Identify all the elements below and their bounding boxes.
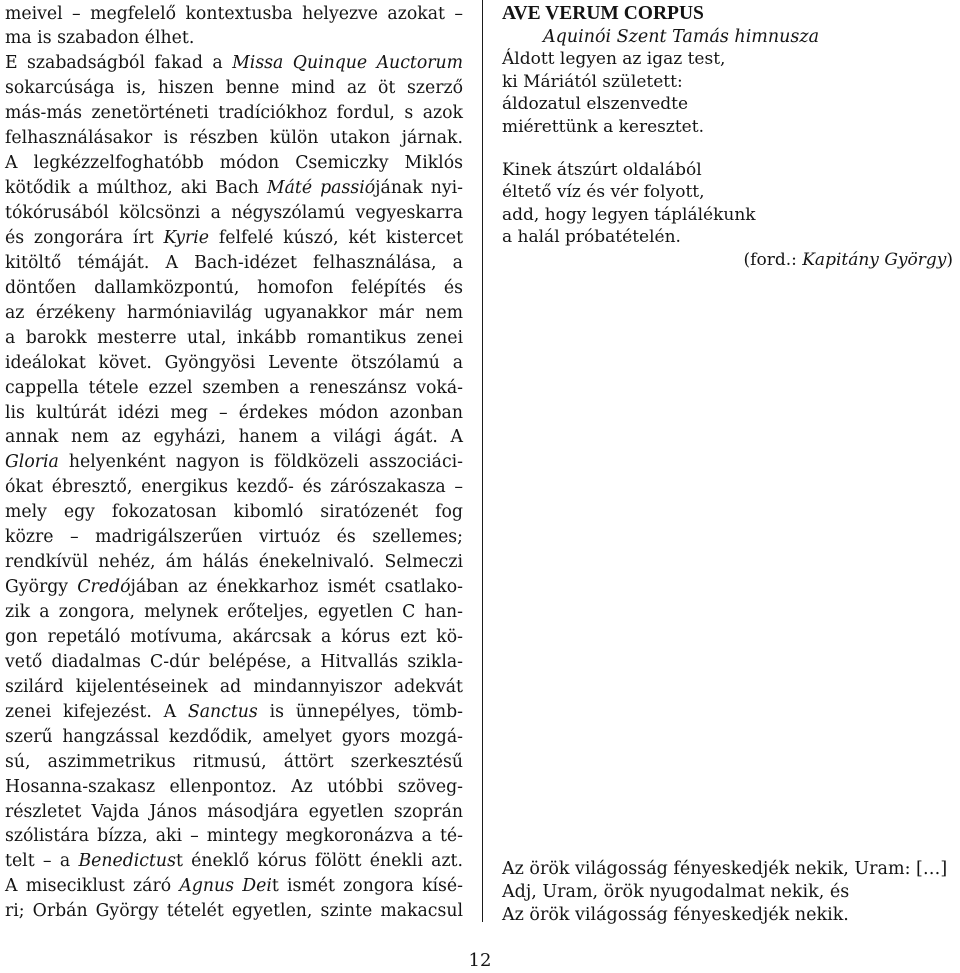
italic-work-title: Credó: [77, 577, 131, 598]
text-run: lis kultúrát idézi meg – érdekes módon azonban: [5, 402, 463, 423]
poem-line: miérettünk a keresztet.: [502, 116, 704, 137]
text-line: [5, 51, 463, 76]
text-line: [5, 775, 463, 800]
text-run: a barokk mesterre utal, inkább romantikus zenei: [5, 327, 463, 348]
text-run: és zongorára írt: [5, 227, 164, 248]
translator-name: Kapitány György: [802, 250, 947, 271]
text-line: [5, 425, 463, 450]
closing-line: Adj, Uram, örök nyugodalmat nekik, és: [502, 881, 850, 902]
page-number: 12: [468, 950, 492, 971]
text-run: rendkívül nehéz, ám hálás énekelnivaló. Selmeczi: [5, 552, 463, 573]
text-line: [5, 376, 463, 401]
text-line: [5, 276, 463, 301]
italic-work-title: Gloria: [5, 452, 59, 473]
text-line: [5, 800, 463, 825]
text-line: [5, 600, 463, 625]
text-run: részletet Vajda János másodjára egyetlen szoprán: [5, 801, 463, 822]
text-run: tókórusából kölcsönzi a négyszólamú vegyeskarra: [5, 203, 463, 223]
poem-line: add, hogy legyen táplálékunk: [502, 204, 756, 225]
text-line: [5, 226, 463, 251]
italic-work-title: Kyrie: [163, 227, 210, 248]
text-run: felhasználásakor is részben külön utakon járnak.: [5, 128, 463, 149]
text-line: [5, 26, 463, 51]
poem-title: AVE VERUM CORPUS: [502, 3, 704, 24]
text-line: [5, 101, 463, 126]
text-line: [5, 899, 463, 924]
closing-line: Az örök világosság fényeskedjék nekik.: [502, 904, 849, 925]
poem-subtitle: Aquinói Szent Tamás himnusza: [543, 26, 820, 47]
text-run: t éneklő kórus fölött énekli azt.: [175, 851, 463, 872]
text-run: E szabadságból fakad a: [5, 53, 233, 74]
text-line: [5, 2, 463, 27]
text-line: [5, 475, 463, 500]
italic-work-title: Agnus Dei: [179, 876, 272, 897]
text-run: is ünnepélyes, tömb-: [257, 701, 463, 722]
text-run: döntően dallamközpontú, homofon felépítés és: [5, 277, 463, 298]
text-line: [5, 625, 463, 650]
text-line: [5, 575, 463, 600]
text-run: ma is szabadon élhet.: [5, 28, 195, 49]
text-line: [5, 450, 463, 475]
text-run: vető diadalmas C-dúr belépése, a Hitvallás szikla-: [5, 651, 463, 672]
text-run: telt – a: [5, 851, 79, 872]
credit-prefix: (ford.:: [743, 250, 803, 271]
text-run: helyenként nagyon is földközeli asszociáci-: [58, 452, 463, 473]
credit-suffix: ): [946, 250, 953, 271]
closing-verse: [502, 858, 954, 927]
text-line: [5, 700, 463, 725]
text-line: [5, 849, 463, 874]
text-line: [5, 750, 463, 775]
text-run: meivel – megfelelő kontextusba helyezve azokat –: [5, 3, 463, 24]
text-run: gon repetáló motívuma, akárcsak a kórus ezt kö-: [5, 626, 463, 647]
text-line: [5, 326, 463, 351]
text-run: György: [5, 577, 78, 598]
translator-credit: [502, 249, 953, 272]
text-line: [5, 301, 463, 326]
text-line: [5, 251, 463, 276]
text-line: [5, 725, 463, 750]
poem-line: éltető víz és vér folyott,: [502, 182, 705, 203]
poem-line: a halál próbatételén.: [502, 227, 681, 248]
poem-line: áldozatul elszenvedte: [502, 94, 689, 115]
text-run: jának nyi-: [375, 178, 463, 199]
text-line: [5, 525, 463, 550]
closing-line: Az örök világosság fényeskedjék nekik, Uram: […]: [502, 858, 948, 879]
text-line: [5, 126, 463, 151]
text-run: szerű hangzással kezdődik, amelyet gyors mozgá-: [5, 726, 463, 747]
poem-stanza-2: [502, 159, 953, 272]
text-line: [5, 824, 463, 849]
italic-work-title: Benedictus: [78, 851, 176, 872]
text-line: [5, 500, 463, 525]
text-run: felfelé kúszó, két kistercet: [209, 227, 464, 248]
text-line: [5, 151, 463, 176]
text-run: Hosanna-szakasz ellenpontoz. Az utóbbi szöveg-: [5, 776, 463, 797]
text-run: az érzékeny harmóniavilág ugyanakkor már nem: [5, 302, 463, 323]
text-run: A miseciklust záró: [5, 876, 180, 897]
text-line: [5, 201, 463, 226]
text-run: mely egy fokozatosan kibomló siratózenét fog: [5, 502, 463, 523]
text-run: ókat ébresztő, energikus kezdő- és zárószakasza –: [5, 477, 463, 498]
text-run: kitöltő témáját. A Bach-idézet felhasználása, a: [5, 252, 463, 273]
poem-line: Áldott legyen az igaz test,: [502, 49, 726, 70]
poem-line: Kinek átszúrt oldalából: [502, 159, 702, 180]
text-line: [5, 650, 463, 675]
text-line: [5, 76, 463, 101]
italic-work-title: Máté passió: [266, 178, 376, 199]
poem-line: ki Máriától született:: [502, 71, 683, 92]
text-run: ri; Orbán György tételét egyetlen, szinte makacsul: [5, 901, 463, 922]
text-run: szólistára bízza, aki – mintegy megkoronázva a té-: [5, 826, 463, 847]
text-line: [5, 351, 463, 376]
text-line: [5, 401, 463, 426]
italic-work-title: Missa Quinque Auctorum: [232, 53, 463, 74]
text-line: [5, 176, 463, 201]
text-run: szilárd kijelentéseinek ad mindannyiszor adekvát: [5, 676, 463, 697]
text-run: közre – madrigálszerűen virtuóz és szellemes;: [5, 527, 463, 548]
text-run: cappella tétele ezzel szemben a reneszánsz voká-: [5, 377, 463, 398]
body-text-column: [5, 2, 463, 925]
text-run: más-más zenetörténeti tradíciókhoz fordul, s azok: [5, 103, 463, 124]
poem-stanza-1: [502, 3, 953, 139]
text-run: sú, aszimmetrikus ritmusú, áttört szerkesztésű: [5, 751, 463, 772]
text-run: kötődik a múlthoz, aki Bach: [5, 178, 267, 199]
text-run: zenei kifejezést. A: [5, 701, 188, 722]
text-run: sokarcúsága is, hiszen benne mind az öt szerző: [5, 78, 463, 99]
italic-work-title: Sanctus: [187, 701, 258, 722]
text-run: annak nem az egyházi, hanem a világi ágát. A: [5, 427, 463, 448]
text-run: t ismét zongora kísé-: [271, 876, 463, 897]
text-line: [5, 874, 463, 899]
text-run: zik a zongora, melynek erőteljes, egyetlen C han-: [5, 602, 463, 622]
text-run: ideálokat követ. Gyöngyösi Levente ötszólamú a: [5, 352, 463, 373]
text-run: A legkézzelfoghatóbb módon Csemiczky Miklós: [5, 153, 463, 174]
column-divider: [482, 0, 483, 922]
text-run: jában az énekkarhoz ismét csatlako-: [130, 577, 463, 598]
text-line: [5, 675, 463, 700]
text-line: [5, 550, 463, 575]
